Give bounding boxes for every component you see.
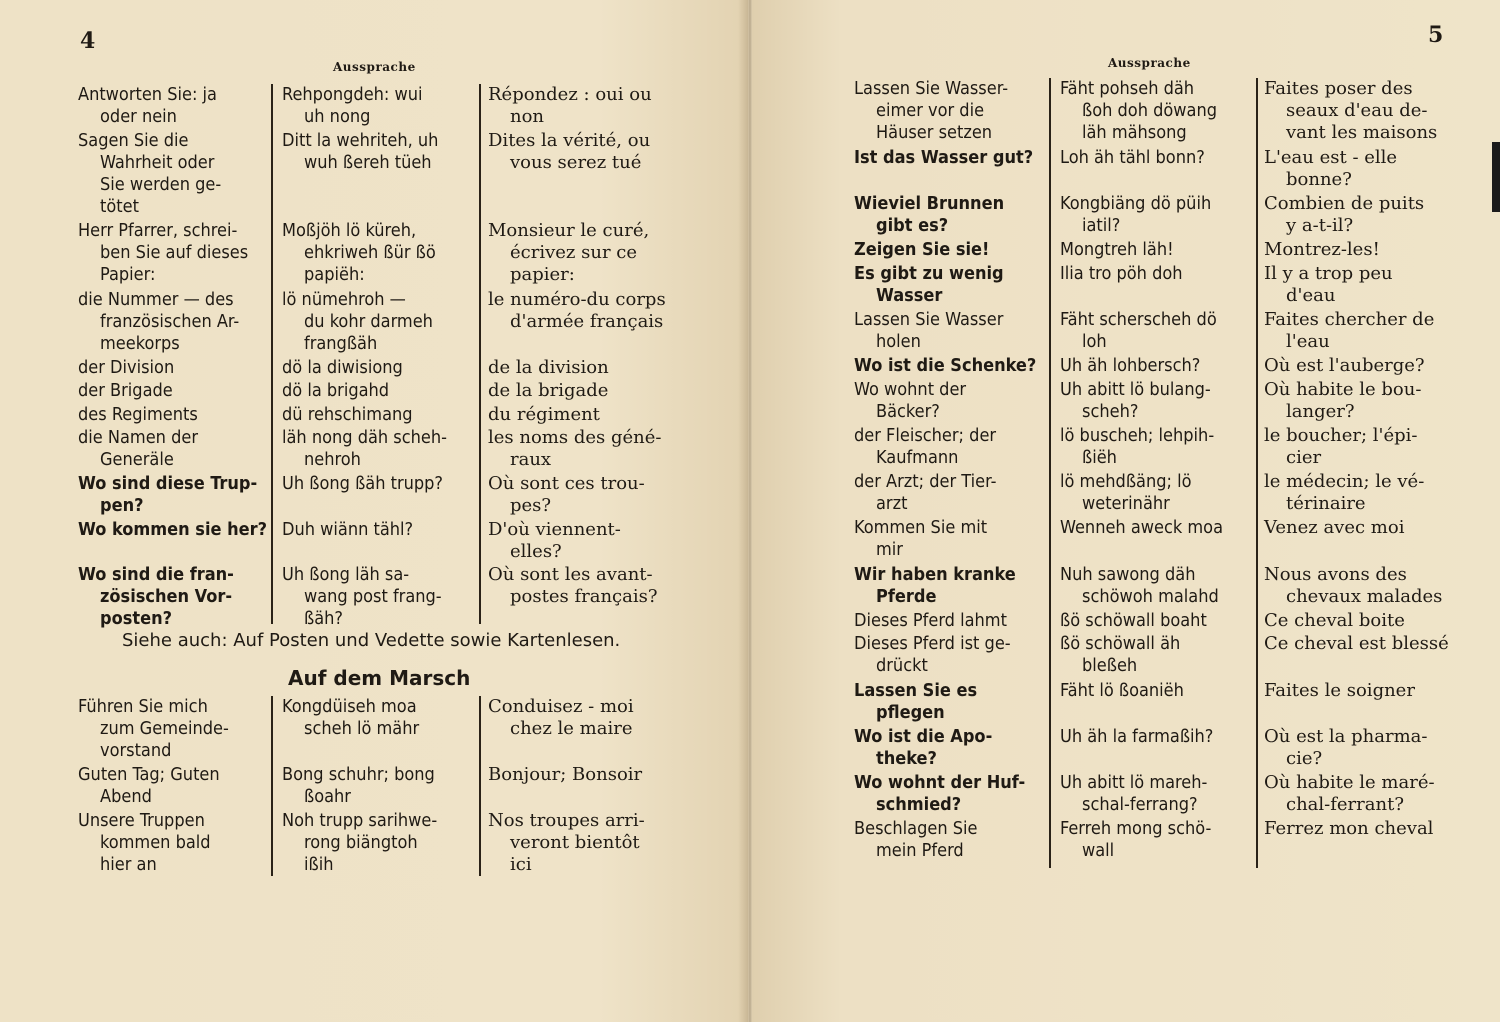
pronunciation: [282, 519, 477, 541]
pronunciation: [282, 357, 477, 379]
french-phrase: [1264, 309, 1464, 353]
phrase-line: lö mehdßäng; lö: [1060, 471, 1192, 493]
german-phrase: [854, 772, 1046, 816]
phrase-line: iatil?: [1082, 215, 1121, 236]
phrase-line: Wahrheit oder: [100, 151, 215, 173]
phrase-line: écrivez sur ce: [510, 242, 638, 264]
phrase-line: Guten Tag; Guten: [78, 764, 220, 786]
german-phrase: [854, 239, 1046, 261]
see-also-note: Siehe auch: Auf Posten und Vedette sowie Kartenlesen.: [122, 630, 621, 651]
column-divider: [479, 696, 481, 876]
phrase-line: Wo kommen sie her?: [78, 518, 268, 540]
german-phrase: [78, 220, 268, 286]
phrase-line: Häuser setzen: [876, 122, 993, 143]
phrase-line: Mongtreh läh!: [1060, 239, 1174, 261]
phrase-line: Es gibt zu wenig: [854, 262, 1004, 284]
pronunciation: [282, 810, 477, 876]
german-phrase: [854, 471, 1046, 515]
german-phrase: [78, 357, 268, 379]
phrase-line: Generäle: [100, 449, 174, 470]
phrase-line: Duh wiänn tähl?: [282, 518, 414, 540]
german-phrase: [78, 84, 268, 128]
phrase-line: frangßäh: [304, 332, 378, 354]
german-phrase: [78, 764, 268, 808]
german-phrase: [854, 147, 1046, 169]
pronunciation: [1060, 564, 1254, 608]
phrase-line: Loh äh tähl bonn?: [1060, 146, 1205, 168]
german-phrase: [78, 427, 268, 471]
phrase-line: Où sont ces trou-: [488, 472, 645, 494]
pronunciation: [1060, 471, 1254, 515]
phrase-line: d'eau: [1286, 284, 1336, 306]
phrase-line: eimer vor die: [876, 100, 985, 121]
phrase-line: Montrez-les!: [1264, 239, 1380, 261]
phrase-line: Uh ßong ßäh trupp?: [282, 472, 444, 494]
german-phrase: [78, 404, 268, 426]
french-phrase: [1264, 193, 1464, 237]
section-title: Auf dem Marsch: [288, 666, 471, 690]
phrase-line: L'eau est - elle: [1264, 146, 1398, 168]
phrase-line: Dieses Pferd lahmt: [854, 609, 1007, 631]
phrase-line: ici: [510, 854, 532, 875]
phrase-line: Uh abitt lö mareh-: [1060, 772, 1208, 793]
phrase-line: arzt: [876, 493, 908, 515]
pronunciation: [282, 696, 477, 740]
phrase-line: schöwoh malahd: [1082, 585, 1219, 607]
phrase-line: Monsieur le curé,: [488, 220, 650, 242]
pronunciation: [1060, 147, 1254, 169]
french-phrase: [1264, 564, 1464, 608]
phrase-line: drückt: [876, 655, 928, 677]
phrase-line: pflegen: [876, 701, 945, 723]
pronunciation: [282, 564, 477, 630]
phrase-line: Où habite le bou-: [1264, 378, 1422, 400]
phrase-line: tötet: [100, 195, 139, 217]
phrase-line: der Arzt; der Tier-: [854, 471, 997, 493]
phrase-line: Ferreh mong schö-: [1060, 818, 1212, 840]
phrase-line: französischen Ar-: [100, 310, 240, 332]
phrase-line: Où habite le maré-: [1264, 772, 1435, 793]
french-phrase: [1264, 517, 1464, 539]
phrase-line: Uh äh la farmaßih?: [1060, 725, 1214, 747]
german-phrase: [854, 379, 1046, 423]
phrase-line: ßoh doh döwang: [1082, 100, 1218, 121]
french-phrase: [1264, 772, 1464, 816]
phrase-line: ßäh?: [304, 608, 343, 630]
column-divider: [271, 696, 273, 876]
phrase-line: Uh äh lohbersch?: [1060, 355, 1201, 377]
page-number: 4: [80, 28, 96, 54]
phrase-line: Fäht pohseh däh: [1060, 78, 1195, 99]
phrase-line: raux: [510, 449, 552, 470]
phrase-line: d'armée français: [510, 310, 664, 332]
phrase-line: weterinähr: [1082, 493, 1170, 515]
phrase-line: Kommen Sie mit: [854, 517, 988, 539]
french-phrase: [488, 357, 683, 379]
phrase-line: ßö schöwall boaht: [1060, 609, 1207, 631]
phrase-line: vorstand: [100, 740, 172, 761]
phrase-line: le boucher; l'épi-: [1264, 425, 1418, 446]
phrase-line: ßoahr: [304, 786, 351, 808]
page-number: 5: [1428, 22, 1444, 48]
pronunciation: [282, 220, 477, 286]
phrase-line: scheh lö mähr: [304, 718, 420, 739]
column-divider: [271, 84, 273, 624]
phrase-line: Wo wohnt der: [854, 378, 967, 400]
phrase-line: l'eau: [1286, 331, 1330, 352]
phrase-line: uh nong: [304, 106, 371, 127]
french-phrase: [488, 696, 683, 740]
phrase-line: ßiëh: [1082, 447, 1117, 468]
phrase-line: läh mähsong: [1082, 122, 1187, 143]
phrase-line: Lassen Sie Wasser: [854, 309, 1004, 330]
phrase-line: lö buscheh; lehpih-: [1060, 425, 1215, 446]
phrase-line: térinaire: [1286, 493, 1366, 515]
phrase-line: Unsere Truppen: [78, 810, 205, 831]
phrase-line: papiëh:: [304, 264, 365, 286]
phrase-line: Il y a trop peu: [1264, 262, 1393, 284]
phrase-line: les noms des géné-: [488, 427, 662, 448]
pronunciation: [282, 289, 477, 355]
phrase-line: seaux d'eau de-: [1286, 100, 1428, 121]
phrase-line: bonne?: [1286, 168, 1352, 190]
phrase-line: elles?: [510, 540, 562, 562]
german-phrase: [78, 130, 268, 218]
phrase-line: scheh?: [1082, 400, 1139, 422]
phrase-line: Wasser: [876, 284, 943, 306]
phrase-line: Faites le soigner: [1264, 679, 1415, 701]
phrase-line: Conduisez - moi: [488, 696, 634, 717]
phrase-line: Combien de puits: [1264, 193, 1425, 214]
french-phrase: [488, 473, 683, 517]
phrase-line: chevaux malades: [1286, 585, 1443, 607]
phrase-line: wang post frang-: [304, 586, 442, 608]
german-phrase: [854, 726, 1046, 770]
phrase-line: postes français?: [510, 586, 658, 608]
german-phrase: [854, 610, 1046, 632]
phrase-line: Wo sind die fran-: [78, 564, 234, 586]
phrase-line: Dieses Pferd ist ge-: [854, 633, 1011, 655]
phrase-line: le médecin; le vé-: [1264, 471, 1425, 493]
phrase-line: der Brigade: [78, 380, 173, 402]
phrase-line: D'où viennent-: [488, 518, 621, 540]
pronunciation: [1060, 818, 1254, 862]
phrase-line: Ce cheval est blessé: [1264, 633, 1449, 655]
phrase-line: Bonjour; Bonsoir: [488, 764, 643, 786]
german-phrase: [854, 78, 1046, 144]
phrase-line: oder nein: [100, 106, 177, 127]
phrase-line: de la brigade: [488, 380, 609, 402]
phrase-line: Wo ist die Schenke?: [854, 355, 1037, 377]
french-phrase: [1264, 263, 1464, 307]
german-phrase: [854, 517, 1046, 561]
german-phrase: [854, 633, 1046, 677]
phrase-line: Nos troupes arri-: [488, 810, 645, 831]
pronunciation: [1060, 355, 1254, 377]
phrase-line: Noh trupp sarihwe-: [282, 810, 438, 831]
phrase-line: wuh ßereh tüeh: [304, 151, 432, 173]
french-phrase: [1264, 78, 1464, 144]
phrase-line: Ferrez mon cheval: [1264, 818, 1434, 840]
phrase-line: Wieviel Brunnen: [854, 193, 1005, 214]
phrase-line: Ilia tro pöh doh: [1060, 262, 1183, 284]
pronunciation: [1060, 263, 1254, 285]
german-phrase: [78, 564, 268, 630]
phrase-line: Wo wohnt der Huf-: [854, 772, 1026, 793]
pronunciation: [1060, 726, 1254, 748]
phrase-line: Moßjöh lö küreh,: [282, 220, 417, 242]
phrase-line: Nous avons des: [1264, 563, 1407, 585]
phrase-line: Bäcker?: [876, 400, 940, 422]
phrase-line: vant les maisons: [1286, 122, 1438, 143]
german-phrase: [854, 309, 1046, 353]
phrase-line: gibt es?: [876, 215, 949, 236]
phrase-line: Lassen Sie Wasser-: [854, 78, 1009, 99]
french-phrase: [1264, 147, 1464, 191]
french-phrase: [488, 220, 683, 286]
phrase-line: Kaufmann: [876, 447, 959, 468]
phrase-line: rong biängtoh: [304, 832, 418, 853]
french-phrase: [488, 84, 683, 128]
phrase-line: mein Pferd: [876, 840, 964, 862]
phrase-line: Wir haben kranke: [854, 563, 1016, 585]
column-divider: [1256, 78, 1258, 868]
phrase-line: ehkriweh ßür ßö: [304, 242, 436, 264]
pronunciation: [1060, 193, 1254, 237]
phrase-line: veront bientôt: [510, 832, 640, 853]
phrase-line: Où est la pharma-: [1264, 725, 1428, 747]
phrase-line: Sagen Sie die: [78, 129, 189, 151]
phrase-line: Kongdüiseh moa: [282, 696, 417, 717]
phrase-line: non: [510, 106, 545, 127]
phrase-line: Fäht scherscheh dö: [1060, 309, 1217, 330]
phrase-line: Faites chercher de: [1264, 309, 1435, 330]
phrase-line: ben Sie auf dieses: [100, 242, 249, 264]
phrase-line: zösischen Vor-: [100, 586, 233, 608]
phrase-line: zum Gemeinde-: [100, 718, 229, 739]
french-phrase: [488, 404, 683, 426]
german-phrase: [854, 680, 1046, 724]
pronunciation: [1060, 309, 1254, 353]
phrase-line: ßö schöwall äh: [1060, 633, 1181, 655]
pronunciation: [282, 130, 477, 174]
phrase-line: Où est l'auberge?: [1264, 355, 1425, 377]
phrase-line: schmied?: [876, 794, 962, 815]
pronunciation: [1060, 517, 1254, 539]
french-phrase: [488, 427, 683, 471]
phrase-line: holen: [876, 331, 921, 352]
german-phrase: [854, 564, 1046, 608]
phrase-line: Zeigen Sie sie!: [854, 239, 990, 261]
phrase-line: der Fleischer; der: [854, 425, 997, 446]
phrase-line: nehroh: [304, 449, 361, 470]
column-divider: [479, 84, 481, 624]
french-phrase: [488, 289, 683, 333]
phrase-line: Abend: [100, 786, 152, 808]
phrase-line: papier:: [510, 264, 575, 286]
phrase-line: Uh ßong läh sa-: [282, 564, 410, 586]
phrase-line: lö nümehroh —: [282, 288, 406, 310]
phrase-line: le numéro-du corps: [488, 288, 666, 310]
phrase-line: Venez avec moi: [1264, 517, 1405, 539]
pronunciation: [1060, 680, 1254, 702]
phrase-line: chal-ferrant?: [1286, 794, 1404, 815]
german-phrase: [854, 818, 1046, 862]
right-page: [752, 0, 1500, 1022]
phrase-line: dö la diwisiong: [282, 356, 403, 378]
german-phrase: [78, 696, 268, 762]
phrase-line: läh nong däh scheh-: [282, 427, 447, 448]
phrase-line: des Regiments: [78, 403, 198, 425]
phrase-line: Ditt la wehriteh, uh: [282, 129, 439, 151]
phrase-line: posten?: [100, 608, 173, 630]
phrase-line: Uh abitt lö bulang-: [1060, 378, 1211, 400]
running-head: Aussprache: [1108, 56, 1191, 70]
phrase-line: Rehpongdeh: wui: [282, 84, 423, 105]
thumb-index-mark: [1492, 142, 1500, 212]
phrase-line: ißih: [304, 854, 334, 875]
phrase-line: Dites la vérité, ou: [488, 129, 651, 151]
french-phrase: [1264, 379, 1464, 423]
pronunciation: [1060, 425, 1254, 469]
phrase-line: Antworten Sie: ja: [78, 84, 217, 105]
phrase-line: du régiment: [488, 403, 600, 425]
pronunciation: [1060, 610, 1254, 632]
german-phrase: [854, 263, 1046, 307]
phrase-line: Sie werden ge-: [100, 173, 222, 195]
french-phrase: [488, 519, 683, 563]
pronunciation: [282, 404, 477, 426]
phrase-line: die Namen der: [78, 427, 198, 448]
phrase-line: Beschlagen Sie: [854, 818, 978, 840]
german-phrase: [78, 519, 268, 541]
phrase-line: Fäht lö ßoaniëh: [1060, 679, 1184, 701]
phrase-line: meekorps: [100, 332, 180, 354]
french-phrase: [1264, 633, 1464, 655]
phrase-line: dö la brigahd: [282, 380, 390, 402]
phrase-line: hier an: [100, 854, 157, 875]
french-phrase: [1264, 610, 1464, 632]
phrase-line: schal-ferrang?: [1082, 794, 1198, 815]
french-phrase: [1264, 726, 1464, 770]
phrase-line: bleßeh: [1082, 655, 1138, 677]
french-phrase: [488, 130, 683, 174]
german-phrase: [78, 289, 268, 355]
french-phrase: [1264, 239, 1464, 261]
french-phrase: [1264, 471, 1464, 515]
german-phrase: [854, 425, 1046, 469]
phrase-line: langer?: [1286, 400, 1355, 422]
phrase-line: die Nummer — des: [78, 288, 234, 310]
phrase-line: Faites poser des: [1264, 78, 1413, 99]
pronunciation: [282, 473, 477, 495]
french-phrase: [488, 380, 683, 402]
phrase-line: Führen Sie mich: [78, 696, 208, 717]
phrase-line: Où sont les avant-: [488, 564, 653, 586]
phrase-line: Wo ist die Apo-: [854, 725, 993, 747]
pronunciation: [1060, 379, 1254, 423]
french-phrase: [1264, 355, 1464, 377]
phrase-line: chez le maire: [510, 718, 633, 739]
phrase-line: Papier:: [100, 264, 156, 286]
phrase-line: y a-t-il?: [1286, 215, 1354, 236]
german-phrase: [854, 355, 1046, 377]
pronunciation: [1060, 239, 1254, 261]
phrase-line: Nuh sawong däh: [1060, 563, 1196, 585]
french-phrase: [488, 564, 683, 608]
phrase-line: cier: [1286, 447, 1322, 468]
phrase-line: Lassen Sie es: [854, 679, 978, 701]
french-phrase: [488, 810, 683, 876]
left-page: [0, 0, 748, 1022]
phrase-line: Kongbiäng dö püih: [1060, 193, 1212, 214]
phrase-line: vous serez tué: [510, 151, 642, 173]
phrase-line: Ist das Wasser gut?: [854, 146, 1034, 168]
phrase-line: de la division: [488, 356, 609, 378]
phrase-line: Bong schuhr; bong: [282, 764, 435, 786]
phrase-line: pen?: [100, 494, 144, 516]
column-divider: [1049, 78, 1051, 868]
pronunciation: [282, 427, 477, 471]
phrase-line: dü rehschimang: [282, 403, 413, 425]
german-phrase: [78, 380, 268, 402]
phrase-line: Wenneh aweck moa: [1060, 517, 1223, 539]
french-phrase: [488, 764, 683, 786]
pronunciation: [282, 764, 477, 808]
french-phrase: [1264, 680, 1464, 702]
french-phrase: [1264, 425, 1464, 469]
phrase-line: Herr Pfarrer, schrei-: [78, 220, 238, 242]
phrase-line: wall: [1082, 840, 1115, 862]
running-head: Aussprache: [333, 60, 416, 74]
pronunciation: [1060, 772, 1254, 816]
phrase-line: der Division: [78, 356, 175, 378]
french-phrase: [1264, 818, 1464, 840]
pronunciation: [1060, 633, 1254, 677]
pronunciation: [1060, 78, 1254, 144]
phrase-line: Ce cheval boite: [1264, 609, 1405, 631]
phrase-line: Répondez : oui ou: [488, 84, 652, 105]
phrase-line: Pferde: [876, 585, 937, 607]
phrase-line: Wo sind diese Trup-: [78, 472, 258, 494]
phrase-line: mir: [876, 539, 903, 561]
pronunciation: [282, 380, 477, 402]
german-phrase: [854, 193, 1046, 237]
german-phrase: [78, 810, 268, 876]
phrase-line: theke?: [876, 747, 937, 769]
phrase-line: pes?: [510, 494, 552, 516]
pronunciation: [282, 84, 477, 128]
phrase-line: loh: [1082, 331, 1107, 352]
phrase-line: kommen bald: [100, 832, 211, 853]
phrase-line: cie?: [1286, 747, 1323, 769]
german-phrase: [78, 473, 268, 517]
phrase-line: du kohr darmeh: [304, 310, 433, 332]
